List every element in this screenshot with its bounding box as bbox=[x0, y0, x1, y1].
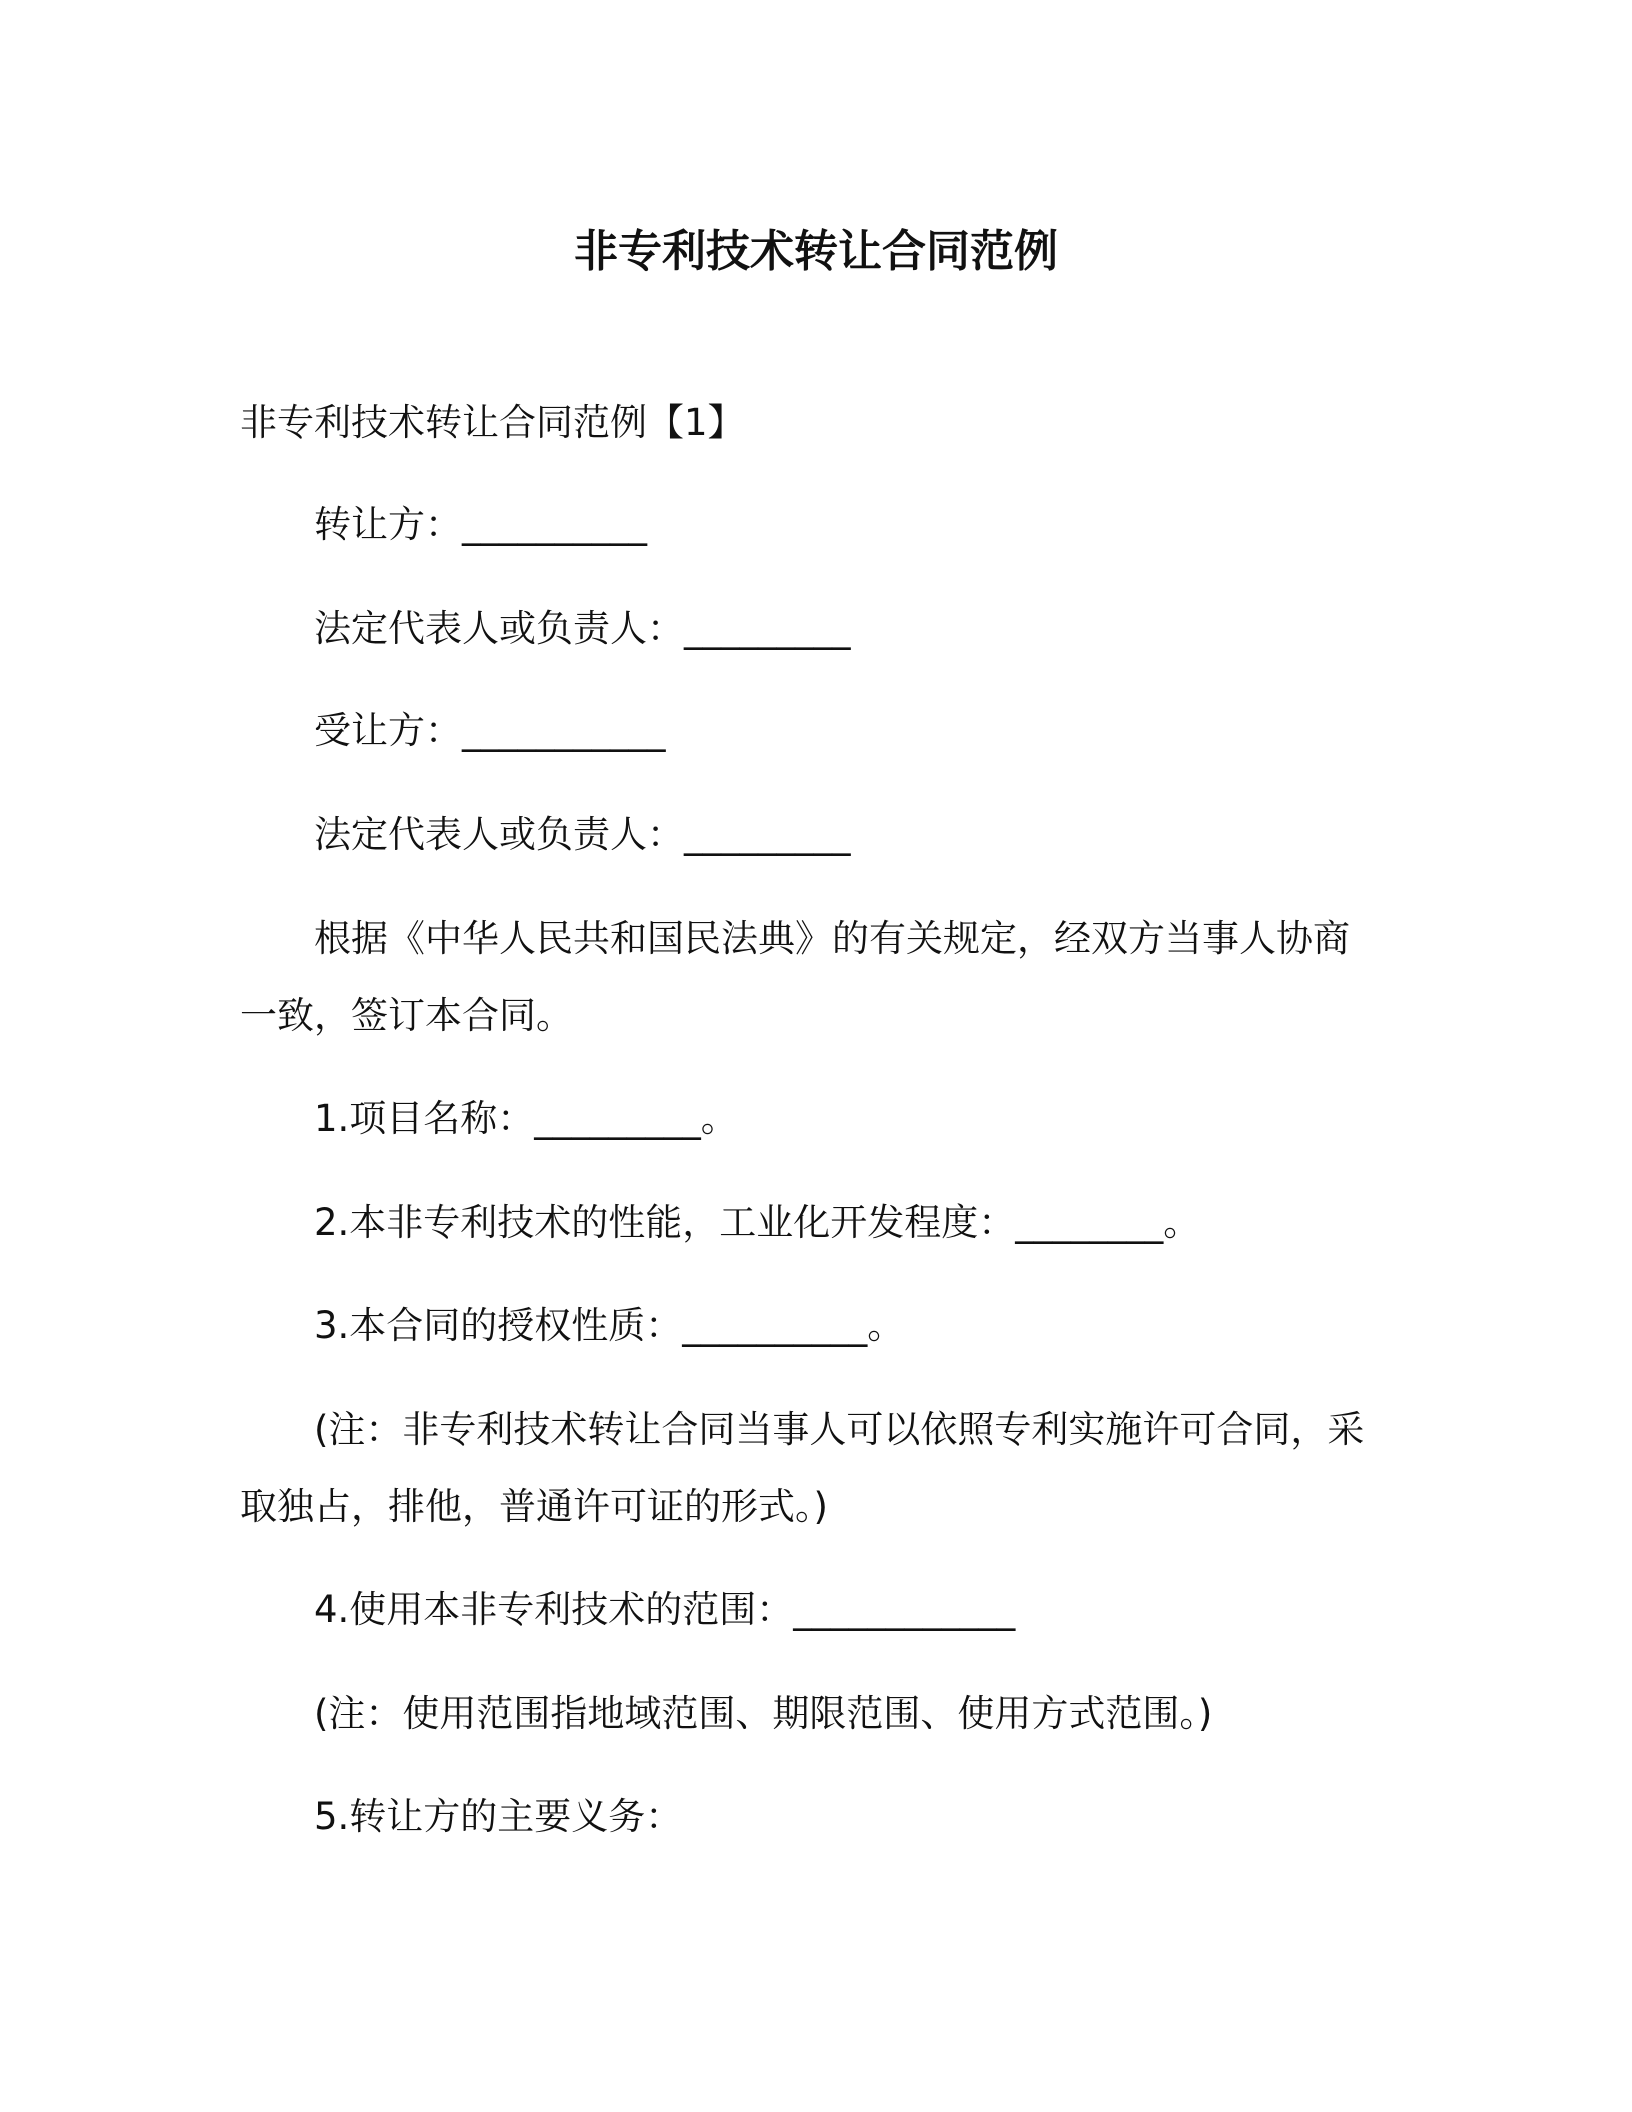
note-1-line-1: (注：非专利技术转让合同当事人可以依照专利实施许可合同，采 bbox=[314, 1408, 1365, 1451]
clause-5-transferor-obligations: 5.转让方的主要义务： bbox=[314, 1795, 683, 1838]
note-1-line-2: 取独占，排他，普通许可证的形式。) bbox=[240, 1485, 828, 1528]
clause-4-scope: 4.使用本非专利技术的范围：____________ bbox=[314, 1588, 1016, 1631]
note-2: (注：使用范围指地域范围、期限范围、使用方式范围。) bbox=[314, 1692, 1213, 1735]
transferee-representative-field: 法定代表人或负责人：_________ bbox=[314, 813, 851, 856]
clause-3-authorization: 3.本合同的授权性质：__________。 bbox=[314, 1304, 905, 1347]
document-title: 非专利技术转让合同范例 bbox=[574, 226, 1058, 277]
section-heading: 非专利技术转让合同范例【1】 bbox=[240, 401, 745, 444]
preamble-line-1: 根据《中华人民共和国民法典》的有关规定，经双方当事人协商 bbox=[314, 917, 1350, 960]
transferor-representative-field: 法定代表人或负责人：_________ bbox=[314, 607, 851, 650]
transferor-field: 转让方：__________ bbox=[314, 503, 647, 546]
transferee-field: 受让方：___________ bbox=[314, 709, 666, 752]
clause-2-performance: 2.本非专利技术的性能，工业化开发程度：________。 bbox=[314, 1201, 1201, 1244]
preamble-line-2: 一致，签订本合同。 bbox=[240, 994, 573, 1037]
clause-1-project-name: 1.项目名称：_________。 bbox=[314, 1097, 738, 1140]
